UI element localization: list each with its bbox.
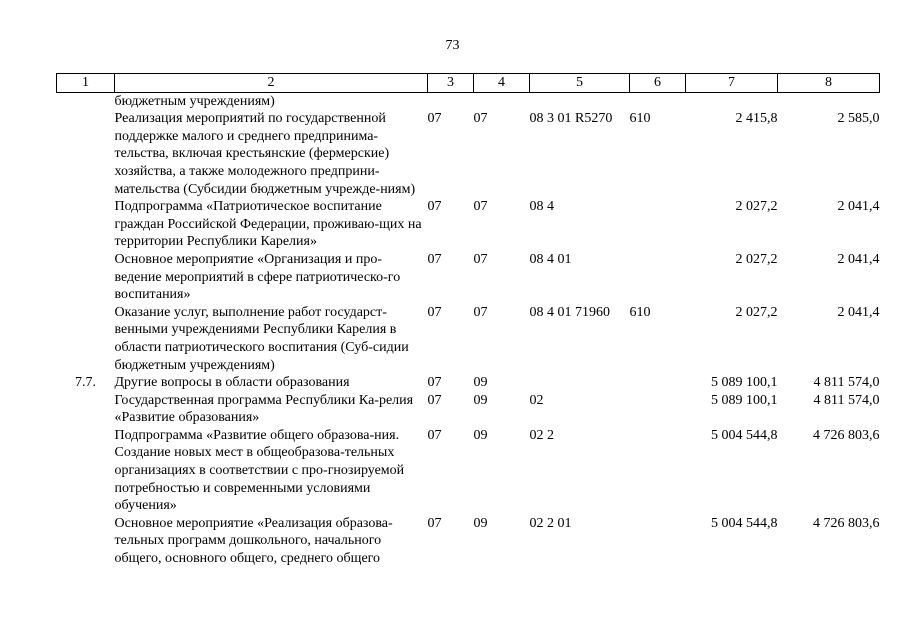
row-number bbox=[57, 392, 115, 427]
header-col-4: 4 bbox=[474, 74, 530, 93]
row-name: Государственная программа Республики Ка-релия «Развитие образования» bbox=[114, 392, 414, 426]
header-col-7: 7 bbox=[686, 74, 778, 93]
row-number bbox=[57, 304, 115, 374]
row-amount-year-1: 2 027,2 bbox=[735, 251, 778, 267]
row-expense-type bbox=[630, 374, 686, 392]
row-number bbox=[57, 92, 115, 110]
table-row bbox=[57, 427, 880, 515]
row-amount-year-2: 2 585,0 bbox=[837, 111, 880, 127]
page-number: 73 bbox=[445, 38, 460, 53]
row-amount-year-1 bbox=[686, 92, 778, 110]
row-section: 07 bbox=[427, 251, 442, 267]
row-amount-year-2: 4 726 803,6 bbox=[813, 515, 880, 531]
row-amount-year-1: 2 027,2 bbox=[735, 199, 778, 215]
row-amount-year-2 bbox=[778, 92, 880, 110]
row-subsection: 09 bbox=[473, 375, 488, 391]
row-section: 07 bbox=[427, 375, 442, 391]
row-number bbox=[57, 515, 115, 568]
row-expense-type: 610 bbox=[629, 111, 651, 127]
table-row bbox=[57, 110, 880, 198]
row-section: 07 bbox=[427, 427, 442, 443]
row-amount-year-2: 2 041,4 bbox=[837, 199, 880, 215]
row-target-code: 08 4 bbox=[529, 199, 554, 215]
row-subsection bbox=[474, 92, 530, 110]
row-name: Другие вопросы в области образования bbox=[114, 375, 350, 391]
header-col-5: 5 bbox=[530, 74, 630, 93]
row-amount-year-1: 5 004 544,8 bbox=[711, 427, 778, 443]
row-expense-type bbox=[630, 392, 686, 427]
row-name: Оказание услуг, выполнение работ государст-венными учреждениями Республики Карелия в области патриотического воспитания (Суб-сидии бюджетным учреждениям) bbox=[114, 304, 409, 373]
row-amount-year-1: 2 415,8 bbox=[735, 111, 778, 127]
row-expense-type bbox=[630, 251, 686, 304]
row-expense-type bbox=[630, 427, 686, 515]
row-amount-year-1: 5 089 100,1 bbox=[711, 392, 778, 408]
table-row bbox=[57, 392, 880, 427]
row-expense-type: 610 bbox=[629, 304, 651, 320]
row-amount-year-2: 2 041,4 bbox=[837, 251, 880, 267]
row-target-code: 08 3 01 R5270 bbox=[529, 111, 613, 127]
row-target-code: 08 4 01 bbox=[529, 251, 572, 267]
table-row bbox=[57, 304, 880, 374]
row-target-code bbox=[530, 374, 630, 392]
row-name: Основное мероприятие «Организация и про-ведение мероприятий в сфере патриотическо-го воспитания» bbox=[114, 251, 401, 303]
row-number bbox=[57, 251, 115, 304]
table-row bbox=[57, 92, 880, 110]
row-subsection: 09 bbox=[473, 515, 488, 531]
header-col-2: 2 bbox=[115, 74, 428, 93]
row-subsection: 07 bbox=[473, 251, 488, 267]
table-row bbox=[57, 198, 880, 251]
row-subsection: 07 bbox=[473, 111, 488, 127]
row-target-code: 02 2 01 bbox=[529, 515, 572, 531]
row-section: 07 bbox=[427, 304, 442, 320]
header-col-1: 1 bbox=[57, 74, 115, 93]
row-subsection: 09 bbox=[473, 427, 488, 443]
row-number bbox=[57, 198, 115, 251]
header-col-8: 8 bbox=[778, 74, 880, 93]
row-name: Подпрограмма «Развитие общего образова-ния. Создание новых мест в общеобразова-тельных организациях в соответствии с про-гнозируемой потребностью и современными условиями обучения» bbox=[114, 427, 405, 514]
row-section: 07 bbox=[427, 111, 442, 127]
row-name: Основное мероприятие «Реализация образова-тельных программ дошкольного, начального общего, основного общего, среднего общего bbox=[114, 515, 393, 567]
row-subsection: 07 bbox=[473, 199, 488, 215]
row-number bbox=[57, 110, 115, 198]
row-subsection: 07 bbox=[473, 304, 488, 320]
header-col-3: 3 bbox=[428, 74, 474, 93]
table-body bbox=[57, 92, 880, 568]
row-target-code: 02 2 bbox=[529, 427, 554, 443]
table-row bbox=[57, 251, 880, 304]
row-amount-year-2: 2 041,4 bbox=[837, 304, 880, 320]
table-row bbox=[57, 374, 880, 392]
header-col-6: 6 bbox=[630, 74, 686, 93]
row-name: Подпрограмма «Патриотическое воспитание граждан Российской Федерации, проживаю-щих на территории Республики Карелия» bbox=[114, 199, 422, 250]
row-amount-year-1: 5 089 100,1 bbox=[711, 375, 778, 391]
row-target-code bbox=[530, 92, 630, 110]
row-expense-type bbox=[630, 198, 686, 251]
row-amount-year-2: 4 811 574,0 bbox=[813, 392, 880, 408]
row-amount-year-2: 4 811 574,0 bbox=[813, 375, 880, 391]
row-section: 07 bbox=[427, 515, 442, 531]
row-section: 07 bbox=[427, 199, 442, 215]
row-target-code: 02 bbox=[529, 392, 544, 408]
row-section: 07 bbox=[427, 392, 442, 408]
budget-table bbox=[56, 73, 880, 568]
row-amount-year-2: 4 726 803,6 bbox=[813, 427, 880, 443]
table-row bbox=[57, 515, 880, 568]
row-expense-type bbox=[630, 92, 686, 110]
row-name: Реализация мероприятий по государственной поддержке малого и среднего предпринима-тельства, включая крестьянские (фермерские) хозяйства, а также молодежного предприни-мательства (Субсидии бюджетным учрежде-ниям) bbox=[114, 111, 416, 197]
row-expense-type bbox=[630, 515, 686, 568]
row-name: бюджетным учреждениям) bbox=[114, 93, 275, 109]
row-number: 7.7. bbox=[75, 375, 96, 391]
row-amount-year-1: 5 004 544,8 bbox=[711, 515, 778, 531]
row-target-code: 08 4 01 71960 bbox=[529, 304, 610, 320]
row-subsection: 09 bbox=[473, 392, 488, 408]
row-number bbox=[57, 427, 115, 515]
row-section bbox=[428, 92, 474, 110]
row-amount-year-1: 2 027,2 bbox=[735, 304, 778, 320]
table-header-row bbox=[57, 74, 880, 93]
